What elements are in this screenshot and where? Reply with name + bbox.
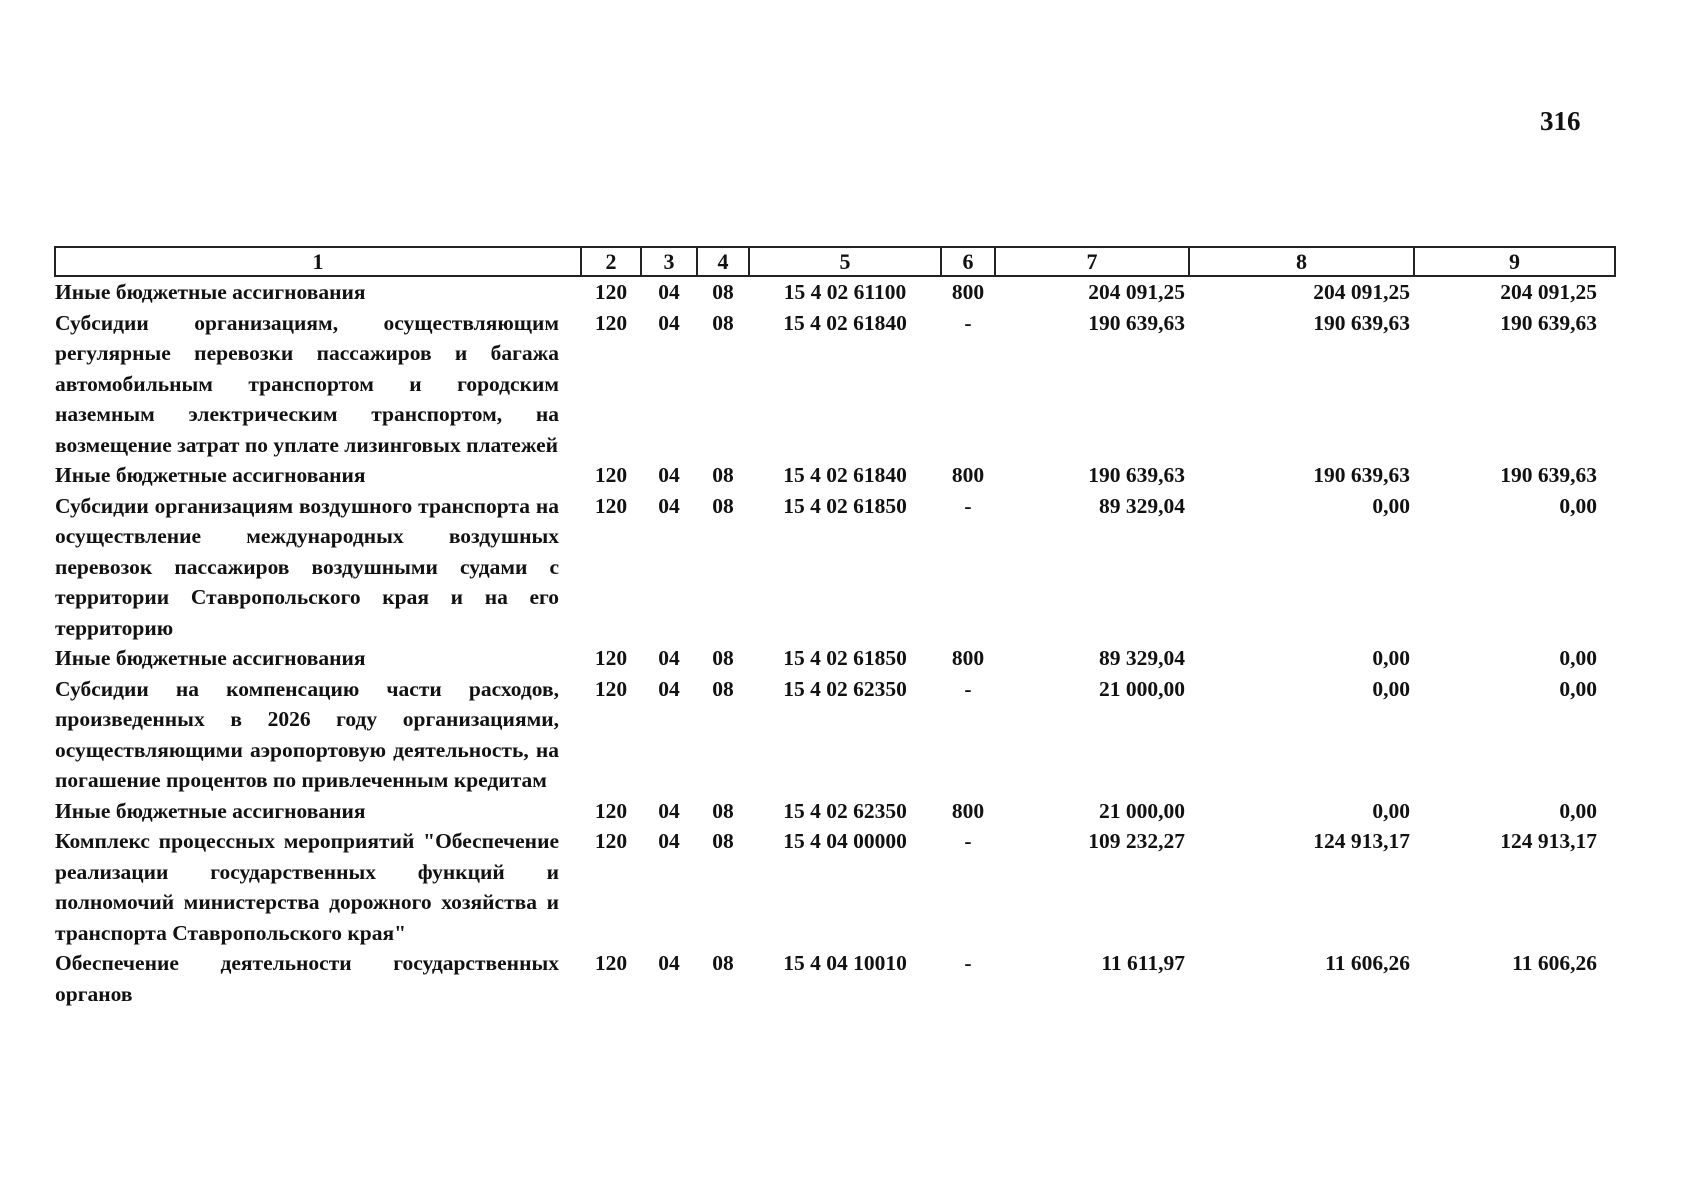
col-6-cell: - xyxy=(964,310,972,335)
col-7-cell: 89 329,04 xyxy=(1099,646,1185,670)
table-row xyxy=(55,308,1615,461)
col-6-cell: 800 xyxy=(951,646,985,670)
col-8-cell: 0,00 xyxy=(1372,798,1410,823)
col-5-cell: 15 4 02 61840 xyxy=(783,310,907,335)
col-9-cell: 0,00 xyxy=(1559,646,1597,670)
col-8-cell: 124 913,17 xyxy=(1313,829,1410,853)
table-row xyxy=(55,460,1615,491)
col-3-cell: 04 xyxy=(658,310,680,335)
col-5-cell: 15 4 02 61840 xyxy=(783,463,907,487)
table-row xyxy=(55,674,1615,796)
col-2-cell: 120 xyxy=(594,493,628,518)
col-7-cell: 11 611,97 xyxy=(1101,951,1185,975)
col-9-cell: 0,00 xyxy=(1559,798,1597,823)
column-header: 6 xyxy=(941,247,995,276)
column-header: 5 xyxy=(749,247,941,276)
col-4-cell: 08 xyxy=(712,951,734,975)
col-6-cell: - xyxy=(964,829,972,853)
col-8-cell: 0,00 xyxy=(1372,493,1410,518)
col-6-cell: - xyxy=(964,676,972,701)
col-2-cell: 120 xyxy=(594,646,628,670)
page-number: 316 xyxy=(1540,106,1581,136)
table-header-row xyxy=(55,247,1615,276)
column-header: 1 xyxy=(55,247,581,276)
expense-name: Субсидии организациям, осуществляющим регулярные перевозки пассажиров и багажа автомобильным транспортом и городским наземным электрическим транспортом, на возмещение затрат по уплате лизинговых платежей xyxy=(55,310,559,457)
col-7-cell: 109 232,27 xyxy=(1088,829,1185,853)
col-6-cell: 800 xyxy=(951,463,985,487)
col-3-cell: 04 xyxy=(658,280,680,304)
table-row xyxy=(55,948,1615,1009)
col-9-cell: 0,00 xyxy=(1559,676,1597,701)
col-8-cell: 0,00 xyxy=(1372,676,1410,701)
col-9-cell: 0,00 xyxy=(1559,493,1597,518)
col-9-cell: 190 639,63 xyxy=(1500,310,1597,335)
col-9-cell: 204 091,25 xyxy=(1500,280,1597,304)
col-3-cell: 04 xyxy=(658,829,680,853)
col-9-cell: 11 606,26 xyxy=(1512,951,1597,975)
budget-table xyxy=(54,246,1616,1009)
table-row xyxy=(55,796,1615,827)
expense-name: Иные бюджетные ассигнования xyxy=(55,280,366,304)
col-7-cell: 190 639,63 xyxy=(1088,310,1185,335)
table-row xyxy=(55,826,1615,948)
col-3-cell: 04 xyxy=(658,493,680,518)
col-3-cell: 04 xyxy=(658,676,680,701)
col-6-cell: - xyxy=(964,493,972,518)
col-5-cell: 15 4 02 62350 xyxy=(783,798,907,823)
col-5-cell: 15 4 04 00000 xyxy=(783,829,907,853)
col-2-cell: 120 xyxy=(594,676,628,701)
col-7-cell: 89 329,04 xyxy=(1099,493,1185,518)
col-4-cell: 08 xyxy=(712,646,734,670)
col-2-cell: 120 xyxy=(594,280,628,304)
col-4-cell: 08 xyxy=(712,280,734,304)
col-7-cell: 21 000,00 xyxy=(1099,676,1185,701)
col-2-cell: 120 xyxy=(594,829,628,853)
col-5-cell: 15 4 02 61100 xyxy=(783,280,907,304)
col-2-cell: 120 xyxy=(594,951,628,975)
column-header: 2 xyxy=(581,247,641,276)
col-5-cell: 15 4 02 61850 xyxy=(783,493,907,518)
expense-name: Субсидии на компенсацию части расходов, произведенных в 2026 году организациями, осуществляющими аэропортовую деятельность, на погашение процентов по привлеченным кредитам xyxy=(55,676,559,792)
col-2-cell: 120 xyxy=(594,798,628,823)
col-5-cell: 15 4 02 62350 xyxy=(783,676,907,701)
col-4-cell: 08 xyxy=(712,310,734,335)
column-header: 3 xyxy=(641,247,697,276)
col-9-cell: 190 639,63 xyxy=(1500,463,1597,487)
col-3-cell: 04 xyxy=(658,951,680,975)
col-4-cell: 08 xyxy=(712,829,734,853)
table-row xyxy=(55,643,1615,674)
expense-name: Субсидии организациям воздушного транспорта на осуществление международных воздушных перевозок пассажиров воздушными судами с территории Ставропольского края и на его территорию xyxy=(55,493,559,640)
col-5-cell: 15 4 02 61850 xyxy=(783,646,907,670)
col-6-cell: 800 xyxy=(951,280,985,304)
col-6-cell: - xyxy=(964,951,972,975)
col-3-cell: 04 xyxy=(658,646,680,670)
col-7-cell: 21 000,00 xyxy=(1099,798,1185,823)
table-row xyxy=(55,491,1615,644)
col-7-cell: 204 091,25 xyxy=(1088,280,1185,304)
expense-name: Обеспечение деятельности государственных органов xyxy=(55,951,559,1006)
table-row xyxy=(55,276,1615,308)
col-4-cell: 08 xyxy=(712,463,734,487)
col-2-cell: 120 xyxy=(594,463,628,487)
column-header: 8 xyxy=(1189,247,1414,276)
expense-name: Иные бюджетные ассигнования xyxy=(55,646,366,670)
col-8-cell: 204 091,25 xyxy=(1313,280,1410,304)
col-8-cell: 11 606,26 xyxy=(1325,951,1410,975)
col-4-cell: 08 xyxy=(712,493,734,518)
col-4-cell: 08 xyxy=(712,676,734,701)
column-header: 9 xyxy=(1414,247,1615,276)
column-header: 4 xyxy=(697,247,749,276)
col-9-cell: 124 913,17 xyxy=(1500,829,1597,853)
col-3-cell: 04 xyxy=(658,798,680,823)
col-3-cell: 04 xyxy=(658,463,680,487)
col-4-cell: 08 xyxy=(712,798,734,823)
expense-name: Комплекс процессных мероприятий "Обеспечение реализации государственных функций и полномочий министерства дорожного хозяйства и транспорта Ставропольского края" xyxy=(55,829,559,945)
col-8-cell: 190 639,63 xyxy=(1313,310,1410,335)
col-2-cell: 120 xyxy=(594,310,628,335)
col-5-cell: 15 4 04 10010 xyxy=(783,951,907,975)
col-8-cell: 190 639,63 xyxy=(1313,463,1410,487)
column-header: 7 xyxy=(995,247,1189,276)
col-6-cell: 800 xyxy=(951,798,985,823)
col-7-cell: 190 639,63 xyxy=(1088,463,1185,487)
expense-name: Иные бюджетные ассигнования xyxy=(55,798,366,823)
expense-name: Иные бюджетные ассигнования xyxy=(55,463,366,487)
col-8-cell: 0,00 xyxy=(1372,646,1410,670)
